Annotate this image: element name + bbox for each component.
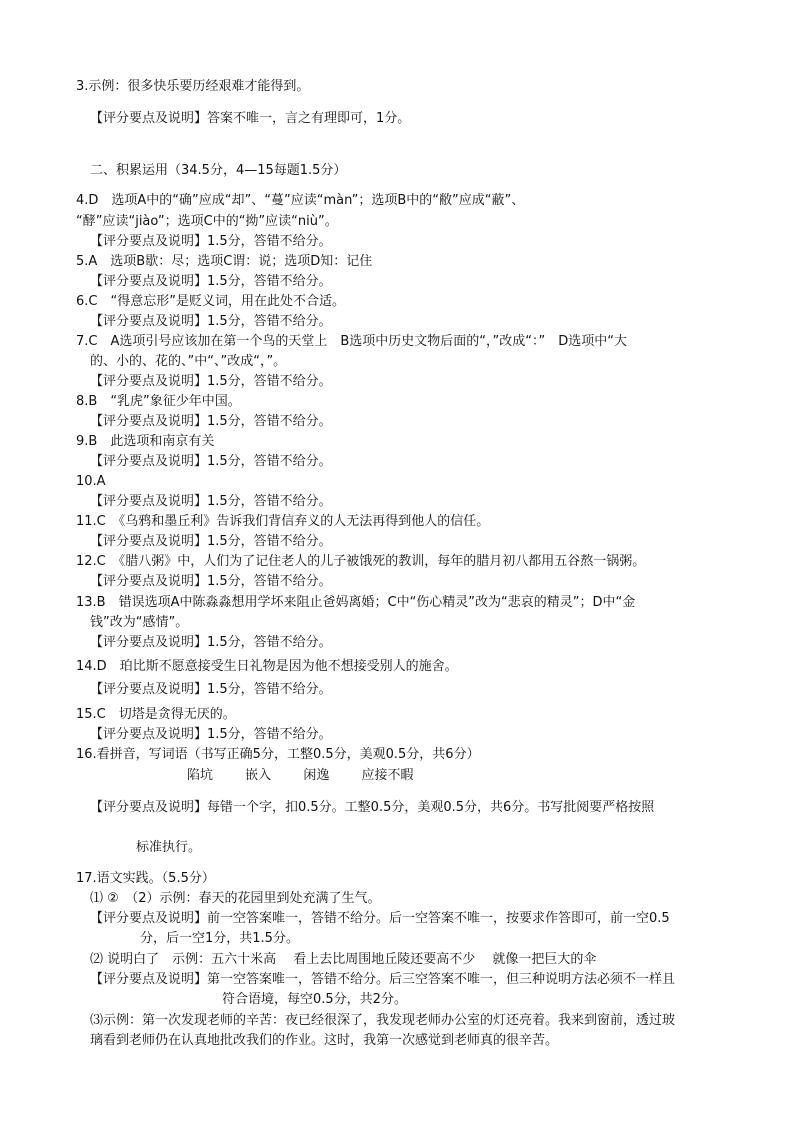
answer-13-cont: 钱”改为“感情”。 [90,615,189,630]
scoring-note-cont: 标准执行。 [136,840,202,855]
section-heading: 二、积累运用（34.5分，4—15每题1.5分） [90,163,347,178]
answer-16: 16.看拼音，写词语（书写正确5分，工整0.5分，美观0.5分，共6分） [76,747,480,762]
answer-7: 7.C A选项引号应该加在第一个鸟的天堂上 B选项中历史文物后面的“，”改成“：” D选项中“大 [76,334,627,349]
answer-4-cont: “酵”应读“jiào”；选项C中的“拗”应读“niù”。 [76,214,338,229]
word-item: 嵌入 [245,768,272,783]
scoring-note: 【评分要点及说明】1.5分，答错不给分。 [90,574,332,589]
answer-11: 11.C 《乌鸦和墨丘利》告诉我们背信弃义的人无法再得到他人的信任。 [76,514,490,529]
word-item: 闲逸 [303,768,330,783]
answer-9: 9.B 此选项和南京有关 [76,434,215,449]
answer-3: 3.示例：很多快乐要历经艰难才能得到。 [76,79,310,94]
answer-17-part-2: ⑵ 说明白了 示例：五六十米高 看上去比周围地丘陵还要高不少 就像一把巨大的伞 [90,952,597,967]
answer-17-part-3: ⑶示例：第一次发现老师的辛苦：夜已经很深了，我发现老师办公室的灯还亮着。我来到窗前，透过玻 [90,1013,676,1028]
answer-13: 13.B 错误选项A中陈淼淼想用学坏来阻止爸妈离婚；C中“伤心精灵”改为“悲哀的精灵”；D中“金 [76,595,636,610]
scoring-note: 【评分要点及说明】前一空答案唯一，答错不给分。后一空答案不唯一，按要求作答即可，前一空0.5 [90,911,670,926]
word-item: 应接不暇 [361,768,414,783]
scoring-note: 【评分要点及说明】1.5分，答错不给分。 [90,494,332,509]
scoring-note: 【评分要点及说明】答案不唯一，言之有理即可，1分。 [90,111,411,126]
scoring-note: 【评分要点及说明】1.5分，答错不给分。 [90,234,332,249]
answer-6: 6.C “得意忘形”是贬义词，用在此处不合适。 [76,294,345,309]
scoring-note: 【评分要点及说明】1.5分，答错不给分。 [90,635,332,650]
scoring-note: 【评分要点及说明】1.5分，答错不给分。 [90,274,332,289]
scoring-note: 【评分要点及说明】1.5分，答错不给分。 [90,682,332,697]
scoring-note: 【评分要点及说明】1.5分，答错不给分。 [90,727,332,742]
scoring-note-cont: 符合语境，每空0.5分，共2分。 [222,992,407,1007]
answer-7-cont: 的、小的、花的、”中“、”改成“，”。 [90,354,287,369]
answer-8: 8.B “乳虎”象征少年中国。 [76,394,241,409]
answer-10: 10.A [76,474,106,489]
scoring-note: 【评分要点及说明】1.5分，答错不给分。 [90,314,332,329]
scoring-note-cont: 分，后一空1分，共1.5分。 [140,931,299,946]
scoring-note: 【评分要点及说明】1.5分，答错不给分。 [90,454,332,469]
answer-17-part-3-cont: 璃看到老师仍在认真地批改我们的作业。这时，我第一次感觉到老师真的很辛苦。 [90,1033,559,1048]
answer-15: 15.C 切塔是贪得无厌的。 [76,707,236,722]
word-item: 陷坑 [187,768,214,783]
scoring-note: 【评分要点及说明】1.5分，答错不给分。 [90,374,332,389]
scoring-note: 【评分要点及说明】第一空答案唯一，答错不给分。后三空答案不唯一，但三种说明方法必须不一样且 [90,972,676,987]
scoring-note: 【评分要点及说明】1.5分，答错不给分。 [90,414,332,429]
answer-4: 4.D 选项A中的“确”应成“却”、“蔓”应读“màn”；选项B中的“敝”应成“蔽”、 [76,193,525,208]
scoring-note: 【评分要点及说明】1.5分，答错不给分。 [90,534,332,549]
answer-17: 17.语文实践。（5.5分） [76,871,215,886]
scoring-note: 【评分要点及说明】每错一个字，扣0.5分。工整0.5分，美观0.5分，共6分。书写批阅要严格按照 [90,800,655,815]
answer-16-words [187,767,441,784]
answer-12: 12.C 《腊八粥》中，人们为了记住老人的儿子被饿死的教训，每年的腊月初八都用五谷熬一锅粥。 [76,554,646,569]
answer-14: 14.D 珀比斯不愿意接受生日礼物是因为他不想接受别人的施舍。 [76,659,458,674]
answer-5: 5.A 选项B歇：尽；选项C谓：说；选项D知：记住 [76,254,373,269]
answer-17-part-1: ⑴ ② （2）示例：春天的花园里到处充满了生气。 [90,891,381,906]
